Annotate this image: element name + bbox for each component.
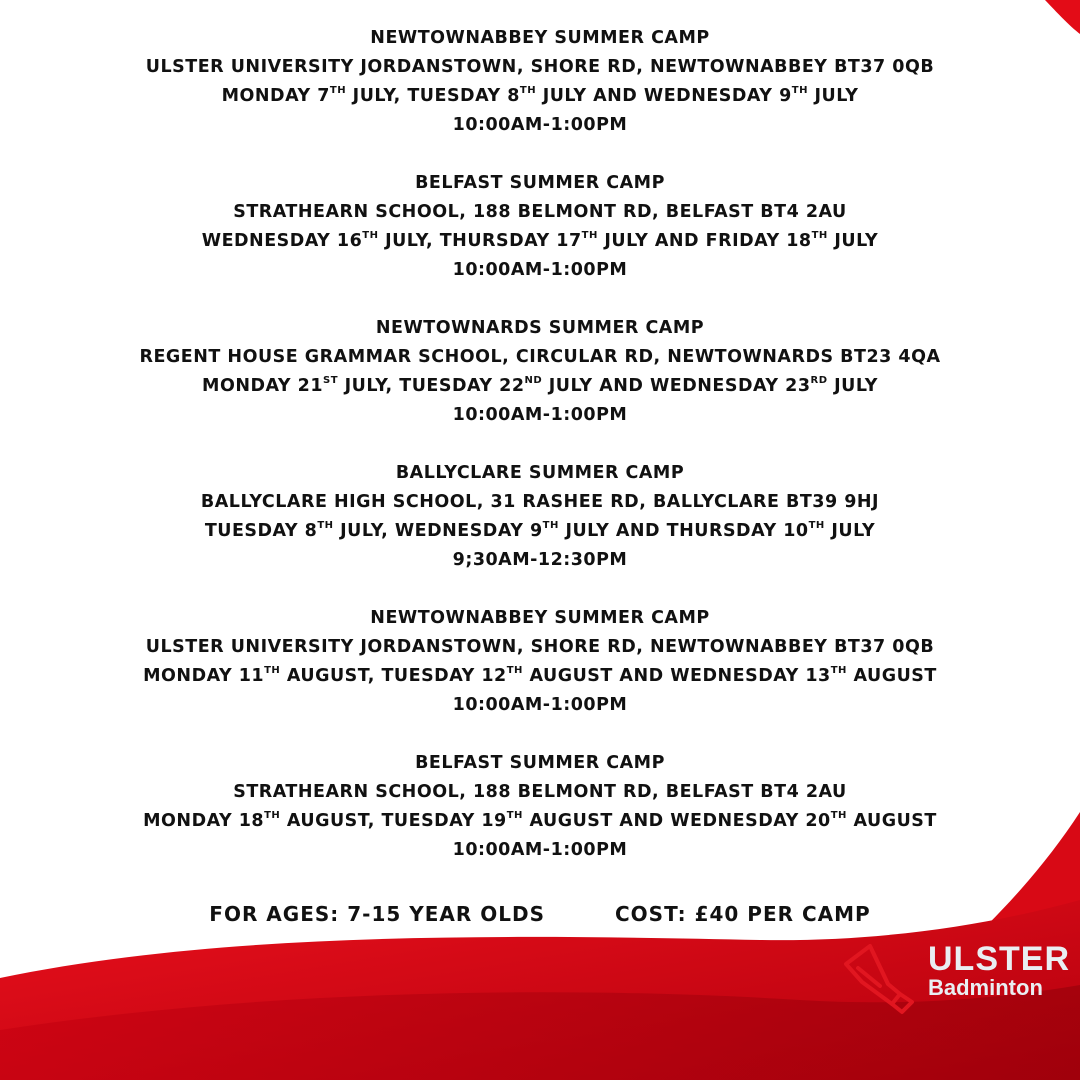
date-text: JULY, WEDNESDAY 9 — [333, 521, 543, 541]
date-text: AUGUST, TUESDAY 19 — [280, 811, 507, 831]
date-ordinal: TH — [264, 665, 281, 677]
date-text: MONDAY 18 — [143, 811, 265, 831]
footer-info — [0, 902, 1080, 926]
camp-time: 10:00AM-1:00PM — [452, 260, 628, 280]
camp-venue: ULSTER UNIVERSITY JORDANSTOWN, SHORE RD, NEWTOWNABBEY BT37 0QB — [145, 637, 935, 657]
camp-dates — [0, 517, 1080, 546]
ulster-badminton-logo — [840, 938, 1070, 1018]
camp-time: 10:00AM-1:00PM — [452, 695, 628, 715]
date-ordinal: RD — [810, 375, 828, 387]
date-text: AUGUST AND WEDNESDAY 13 — [522, 666, 831, 686]
camp-schedule — [0, 24, 1080, 894]
camp-title: NEWTOWNABBEY SUMMER CAMP — [370, 28, 710, 48]
date-ordinal: TH — [506, 810, 523, 822]
camp-dates — [0, 662, 1080, 691]
camp-title: BELFAST SUMMER CAMP — [415, 753, 665, 773]
date-ordinal: TH — [791, 85, 808, 97]
date-ordinal: TH — [808, 520, 825, 532]
camp-venue: ULSTER UNIVERSITY JORDANSTOWN, SHORE RD, NEWTOWNABBEY BT37 0QB — [145, 57, 935, 77]
date-ordinal: TH — [329, 85, 347, 97]
date-text: MONDAY 21 — [202, 376, 323, 396]
camp-dates — [0, 372, 1080, 401]
camp-dates — [0, 807, 1080, 836]
date-text: AUGUST — [846, 811, 937, 831]
date-text: JULY — [807, 86, 859, 106]
date-text: JULY — [827, 376, 878, 396]
ages-text: FOR AGES: 7-15 YEAR OLDS — [209, 902, 545, 926]
camp-venue: BALLYCLARE HIGH SCHOOL, 31 RASHEE RD, BALLYCLARE BT39 9HJ — [200, 492, 880, 512]
cost-text: COST: £40 PER CAMP — [614, 902, 871, 926]
logo-word-badminton: Badminton — [928, 975, 1043, 1000]
camp-block — [0, 604, 1080, 720]
shuttlecock-icon — [840, 938, 926, 1018]
date-text: JULY AND FRIDAY 18 — [597, 231, 812, 251]
logo-word-ulster: ULSTER — [928, 940, 1070, 978]
date-text: JULY, TUESDAY 22 — [338, 376, 525, 396]
date-text: MONDAY 11 — [143, 666, 265, 686]
camp-time: 10:00AM-1:00PM — [452, 115, 628, 135]
date-text: AUGUST AND WEDNESDAY 20 — [522, 811, 831, 831]
date-text: JULY — [827, 231, 879, 251]
date-ordinal: ND — [524, 375, 543, 387]
date-text: AUGUST, TUESDAY 12 — [280, 666, 507, 686]
camp-venue: REGENT HOUSE GRAMMAR SCHOOL, CIRCULAR RD, NEWTOWNARDS BT23 4QA — [139, 347, 941, 367]
camp-venue: STRATHEARN SCHOOL, 188 BELMONT RD, BELFAST BT4 2AU — [233, 202, 847, 222]
date-text: AUGUST — [846, 666, 937, 686]
logo-wordmark — [928, 942, 1070, 1000]
camp-title: BELFAST SUMMER CAMP — [415, 173, 665, 193]
date-ordinal: TH — [506, 665, 523, 677]
date-ordinal: TH — [519, 85, 537, 97]
camp-block — [0, 749, 1080, 865]
date-ordinal: TH — [811, 230, 828, 242]
camp-time: 10:00AM-1:00PM — [452, 405, 628, 425]
date-ordinal: TH — [362, 230, 379, 242]
date-text: TUESDAY 8 — [204, 521, 318, 541]
camp-time: 9;30AM-12:30PM — [452, 550, 628, 570]
date-text: JULY AND WEDNESDAY 9 — [536, 86, 792, 106]
date-text: MONDAY 7 — [221, 86, 330, 106]
date-ordinal: TH — [830, 810, 847, 822]
date-text: JULY, THURSDAY 17 — [378, 231, 582, 251]
camp-dates — [0, 82, 1080, 111]
camp-dates — [0, 227, 1080, 256]
date-ordinal: ST — [323, 375, 339, 387]
date-text: JULY — [824, 521, 876, 541]
date-text: JULY, TUESDAY 8 — [346, 86, 520, 106]
camp-block — [0, 459, 1080, 575]
camp-block — [0, 24, 1080, 140]
camp-block — [0, 314, 1080, 430]
date-ordinal: TH — [264, 810, 281, 822]
camp-venue: STRATHEARN SCHOOL, 188 BELMONT RD, BELFAST BT4 2AU — [233, 782, 847, 802]
date-text: JULY AND WEDNESDAY 23 — [542, 376, 811, 396]
camp-title: NEWTOWNABBEY SUMMER CAMP — [370, 608, 710, 628]
camp-time: 10:00AM-1:00PM — [452, 840, 628, 860]
date-text: WEDNESDAY 16 — [201, 231, 363, 251]
date-ordinal: TH — [542, 520, 559, 532]
date-ordinal: TH — [317, 520, 334, 532]
date-text: JULY AND THURSDAY 10 — [558, 521, 809, 541]
date-ordinal: TH — [581, 230, 598, 242]
camp-block — [0, 169, 1080, 285]
camp-title: BALLYCLARE SUMMER CAMP — [395, 463, 685, 483]
date-ordinal: TH — [830, 665, 847, 677]
camp-title: NEWTOWNARDS SUMMER CAMP — [375, 318, 705, 338]
